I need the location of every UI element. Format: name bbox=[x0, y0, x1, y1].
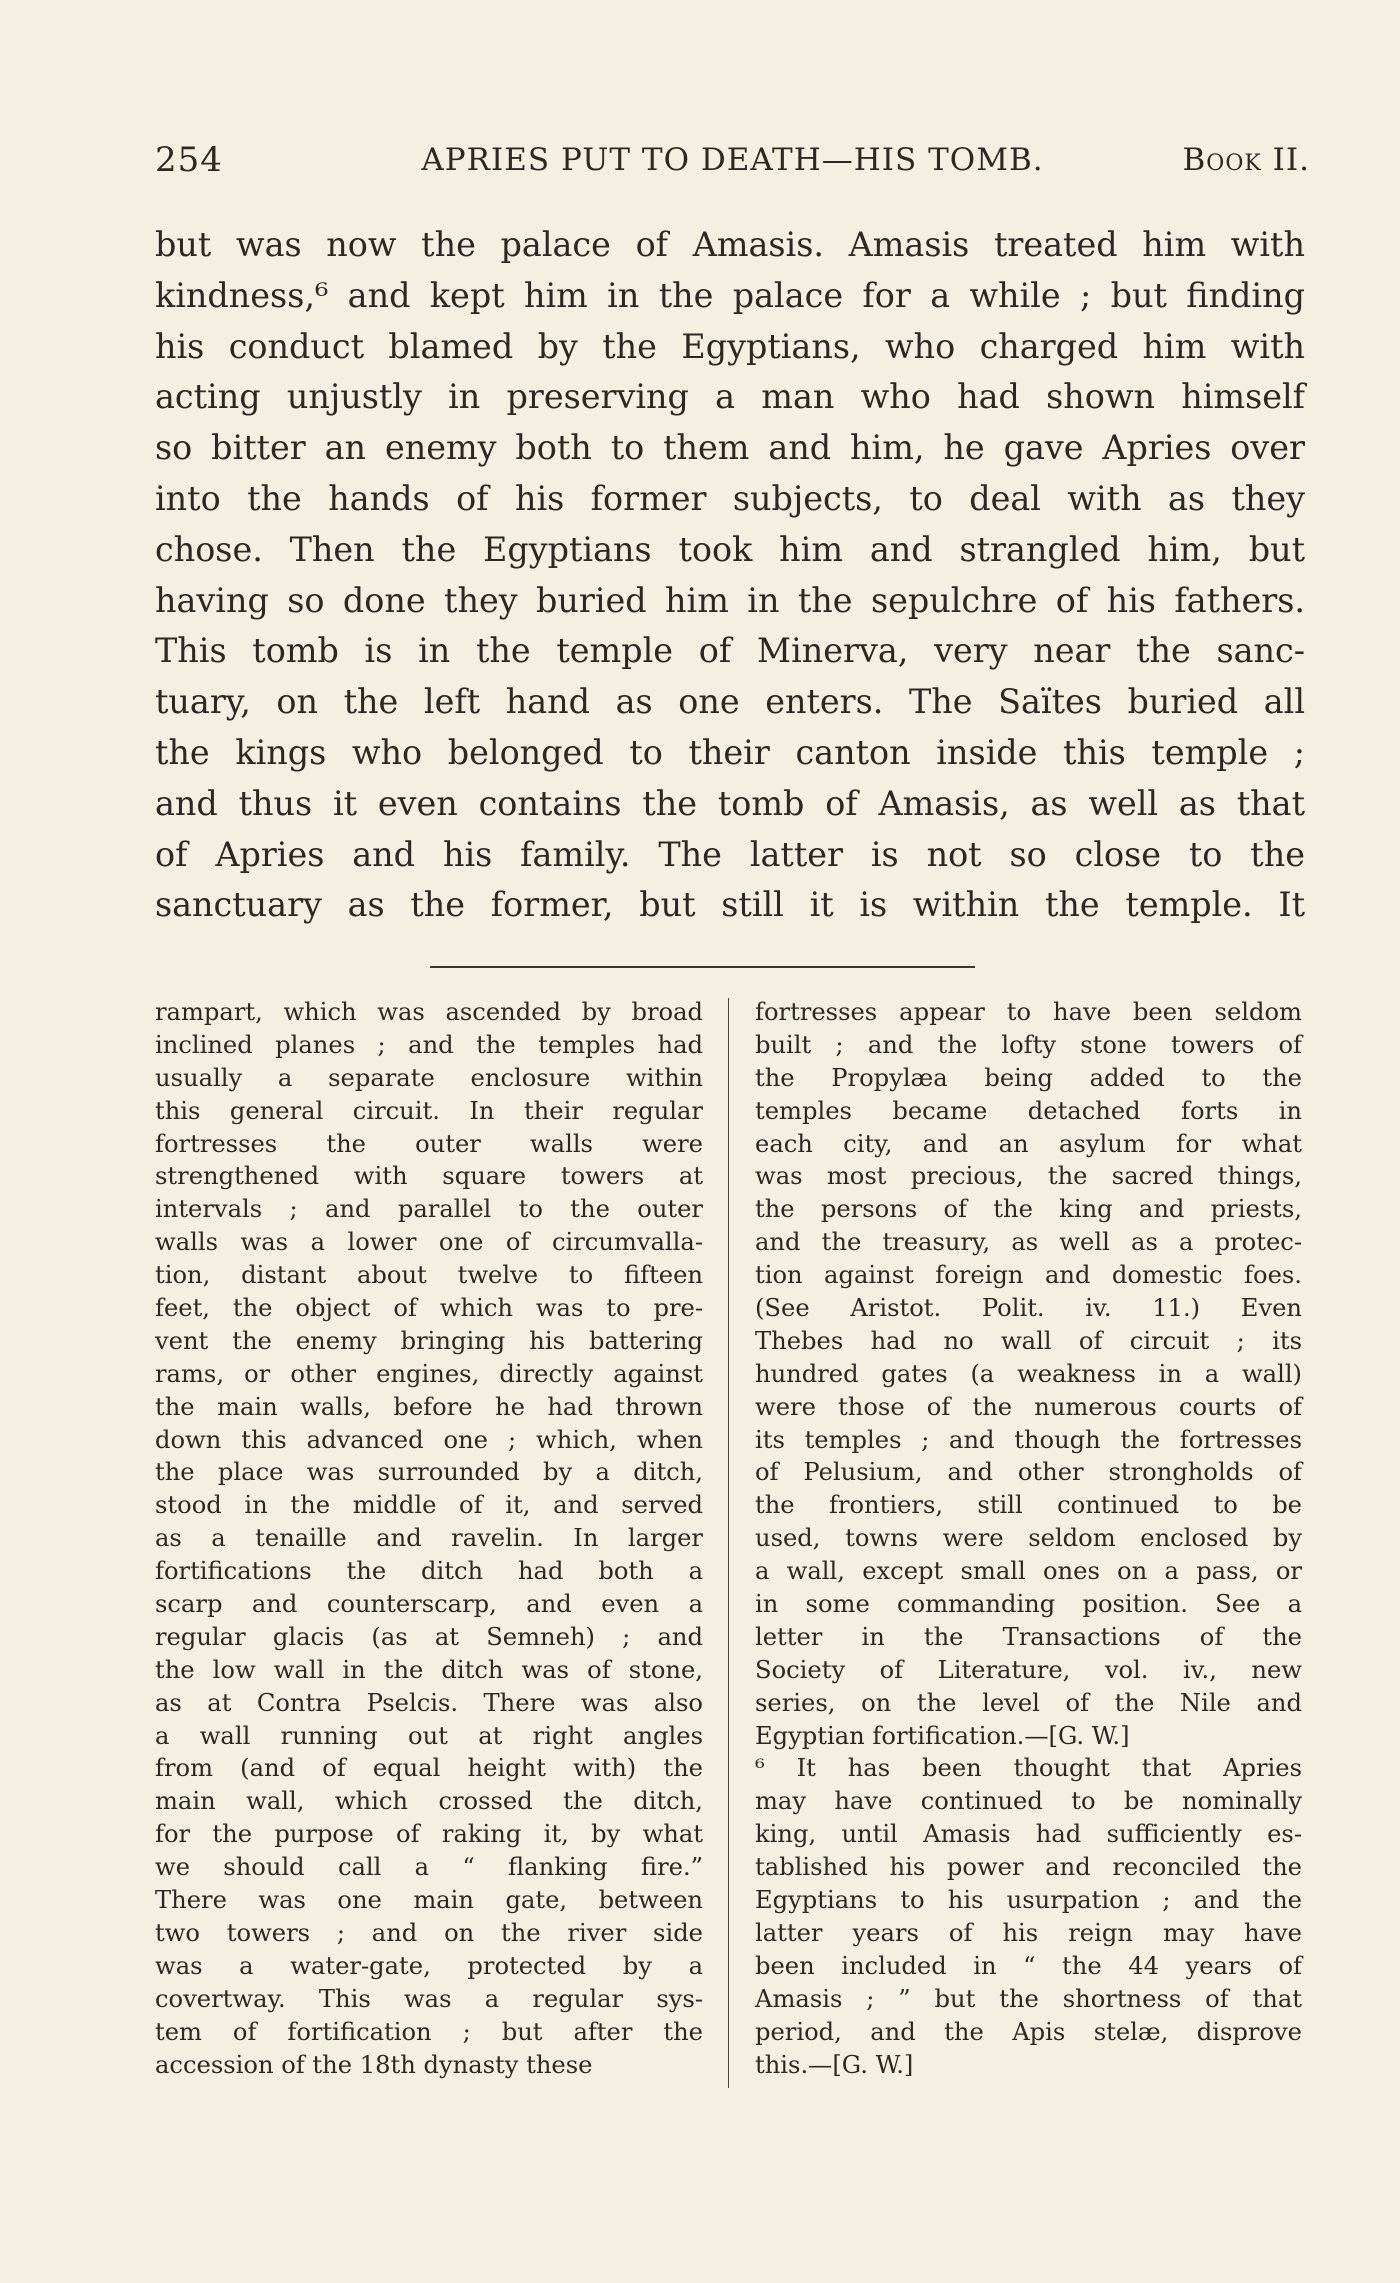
footnote-line: hundred gates (a weakness in a wall) bbox=[755, 1359, 1302, 1388]
footnote-line: the main walls, before he had thrown bbox=[155, 1392, 703, 1421]
main-text-line: the kings who belonged to their canton inside this temple ; bbox=[155, 732, 1305, 772]
footnote-line: rampart, which was ascended by broad bbox=[155, 998, 703, 1026]
footnote-line: of Pelusium, and other strongholds of bbox=[755, 1458, 1302, 1487]
main-text-line: sanctuary as the former, but still it is within the temple. It bbox=[155, 885, 1305, 925]
footnote-line: down this advanced one ; which, when bbox=[155, 1425, 703, 1454]
column-divider bbox=[728, 998, 729, 2088]
main-text-line: and thus it even contains the tomb of Amasis, as well as that bbox=[155, 783, 1305, 823]
footnote-line: the Propylæa being added to the bbox=[755, 1063, 1302, 1092]
footnote-line: was most precious, the sacred things, bbox=[755, 1162, 1302, 1191]
footnote-line: letter in the Transactions of the bbox=[755, 1622, 1302, 1651]
footnote-line: fortresses the outer walls were bbox=[155, 1129, 703, 1158]
footnote-line: and the treasury, as well as a protec- bbox=[755, 1228, 1302, 1257]
footnote-line: tem of fortification ; but after the bbox=[155, 2017, 703, 2046]
footnote-line: two towers ; and on the river side bbox=[155, 1918, 703, 1947]
footnote-line: fortifications the ditch had both a bbox=[155, 1557, 703, 1586]
book-label: Book II. bbox=[1182, 142, 1310, 178]
running-title: APRIES PUT TO DEATH—HIS TOMB. bbox=[421, 142, 1044, 178]
main-text-line: This tomb is in the temple of Minerva, very near the sanc- bbox=[155, 631, 1305, 671]
footnote-line: regular glacis (as at Semneh) ; and bbox=[155, 1622, 703, 1651]
main-text-line: so bitter an enemy both to them and him, he gave Apries over bbox=[155, 428, 1305, 468]
footnote-line: from (and of equal height with) the bbox=[155, 1754, 703, 1783]
main-text-line: chose. Then the Egyptians took him and strangled him, but bbox=[155, 529, 1305, 569]
footnote-line: a wall running out at right angles bbox=[155, 1721, 703, 1750]
footnote-line: Egyptians to his usurpation ; and the bbox=[755, 1886, 1302, 1915]
footnotes-left-column bbox=[155, 996, 703, 2081]
footnote-line: used, towns were seldom enclosed by bbox=[755, 1524, 1302, 1553]
footnote-line: There was one main gate, between bbox=[155, 1886, 703, 1915]
main-text-line: of Apries and his family. The latter is not so close to the bbox=[155, 834, 1305, 874]
footnote-line: accession of the 18th dynasty these bbox=[155, 2050, 593, 2079]
footnote-line: fortresses appear to have been seldom bbox=[755, 998, 1302, 1026]
footnote-line: rams, or other engines, directly against bbox=[155, 1359, 703, 1388]
footnote-line: Thebes had no wall of circuit ; its bbox=[755, 1326, 1302, 1355]
footnote-line: main wall, which crossed the ditch, bbox=[155, 1787, 703, 1816]
footnote-line: tion against foreign and domestic foes. bbox=[755, 1261, 1302, 1290]
footnote-line: we should call a “ flanking fire.” bbox=[155, 1853, 703, 1882]
footnote-line: latter years of his reign may have bbox=[755, 1918, 1302, 1947]
footnote-line: this general circuit. In their regular bbox=[155, 1096, 703, 1125]
footnote-line: built ; and the lofty stone towers of bbox=[755, 1030, 1302, 1059]
footnote-line: for the purpose of raking it, by what bbox=[155, 1820, 703, 1849]
footnote-line: each city, and an asylum for what bbox=[755, 1129, 1302, 1158]
main-text-line: kindness,⁶ and kept him in the palace for a while ; but finding bbox=[155, 275, 1305, 315]
footnote-line: covertway. This was a regular sys- bbox=[155, 1984, 703, 2013]
footnote-line: a wall, except small ones on a pass, or bbox=[755, 1557, 1302, 1586]
footnote-line: strengthened with square towers at bbox=[155, 1162, 703, 1191]
footnote-line: ⁶ It has been thought that Apries bbox=[755, 1754, 1302, 1783]
footnote-line: stood in the middle of it, and served bbox=[155, 1491, 703, 1520]
footnote-line: the low wall in the ditch was of stone, bbox=[155, 1655, 703, 1684]
page-number: 254 bbox=[155, 140, 223, 180]
main-text-line: having so done they buried him in the sepulchre of his fathers. bbox=[155, 580, 1305, 620]
main-text-line: acting unjustly in preserving a man who had shown himself bbox=[155, 377, 1305, 417]
footnote-line: period, and the Apis stelæ, disprove bbox=[755, 2017, 1302, 2046]
footnote-rule bbox=[430, 966, 975, 968]
footnote-line: may have continued to be nominally bbox=[755, 1787, 1302, 1816]
footnotes-right-column bbox=[755, 996, 1302, 2081]
footnote-line: tion, distant about twelve to fifteen bbox=[155, 1261, 703, 1290]
main-text-line: tuary, on the left hand as one enters. The Saïtes buried all bbox=[155, 682, 1305, 722]
footnote-line: usually a separate enclosure within bbox=[155, 1063, 703, 1092]
footnote-line: as a tenaille and ravelin. In larger bbox=[155, 1524, 703, 1553]
footnote-line: scarp and counterscarp, and even a bbox=[155, 1590, 703, 1619]
footnote-line: its temples ; and though the fortresses bbox=[755, 1425, 1302, 1454]
footnote-line: Society of Literature, vol. iv., new bbox=[755, 1655, 1302, 1684]
footnote-line: the frontiers, still continued to be bbox=[755, 1491, 1302, 1520]
footnote-line: Egyptian fortification.—[G. W.] bbox=[755, 1721, 1130, 1750]
main-text bbox=[155, 220, 1305, 931]
footnote-line: Amasis ; ” but the shortness of that bbox=[755, 1984, 1302, 2013]
footnote-line: inclined planes ; and the temples had bbox=[155, 1030, 703, 1059]
footnote-line: tablished his power and reconciled the bbox=[755, 1853, 1302, 1882]
main-text-line: his conduct blamed by the Egyptians, who charged him with bbox=[155, 326, 1305, 366]
footnote-line: feet, the object of which was to pre- bbox=[155, 1294, 703, 1323]
main-text-line: into the hands of his former subjects, to deal with as they bbox=[155, 478, 1305, 518]
footnote-line: intervals ; and parallel to the outer bbox=[155, 1195, 703, 1224]
footnote-line: the place was surrounded by a ditch, bbox=[155, 1458, 703, 1487]
footnote-line: the persons of the king and priests, bbox=[755, 1195, 1302, 1224]
footnote-line: was a water-gate, protected by a bbox=[155, 1951, 703, 1980]
running-header bbox=[155, 140, 1310, 180]
footnote-line: were those of the numerous courts of bbox=[755, 1392, 1302, 1421]
footnote-line: temples became detached forts in bbox=[755, 1096, 1302, 1125]
footnote-line: king, until Amasis had sufficiently es- bbox=[755, 1820, 1302, 1849]
footnote-line: (See Aristot. Polit. iv. 11.) Even bbox=[755, 1294, 1302, 1323]
footnote-line: been included in “ the 44 years of bbox=[755, 1951, 1302, 1980]
footnote-line: walls was a lower one of circumvalla- bbox=[155, 1228, 703, 1257]
footnote-line: vent the enemy bringing his battering bbox=[155, 1326, 703, 1355]
footnote-line: in some commanding position. See a bbox=[755, 1590, 1302, 1619]
footnote-line: as at Contra Pselcis. There was also bbox=[155, 1688, 703, 1717]
main-text-line: but was now the palace of Amasis. Amasis treated him with bbox=[155, 225, 1305, 264]
footnote-line: series, on the level of the Nile and bbox=[755, 1688, 1302, 1717]
footnote-line: this.—[G. W.] bbox=[755, 2050, 914, 2079]
